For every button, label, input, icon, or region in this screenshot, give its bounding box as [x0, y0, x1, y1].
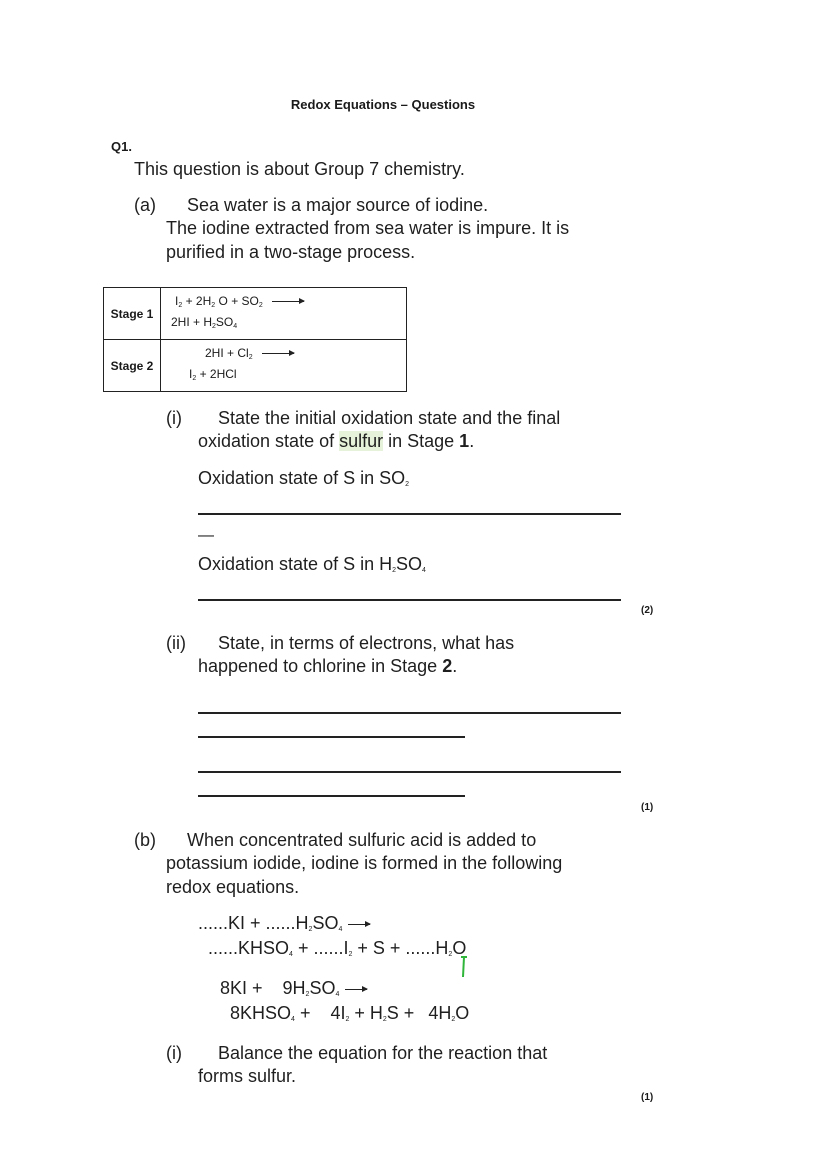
stage-1-iodine: I [175, 293, 179, 308]
subscript: 2 [305, 991, 310, 998]
page-title: Redox Equations – Questions [290, 97, 476, 112]
question-number: Q1. [111, 139, 132, 154]
part-a-ii-line2-prefix: happened to chlorine in Stage [198, 656, 443, 676]
answer-line[interactable] [198, 599, 621, 601]
answer-line[interactable] [198, 795, 465, 797]
part-a-i-line2-mid: in Stage [383, 431, 460, 451]
stage-2-row [104, 340, 407, 392]
highlighted-word: sulfur [339, 431, 384, 451]
oxidation-so2-prompt [198, 467, 409, 496]
oxidation-so2-text: Oxidation state of S in SO [198, 468, 406, 488]
part-a-i-label: (i) [166, 408, 182, 428]
answer-line[interactable] [198, 712, 621, 714]
stage-1-sulfate: SO [215, 314, 234, 329]
subscript: 2 [211, 301, 216, 309]
period: . [469, 431, 475, 451]
stage-1-row [104, 288, 407, 340]
stage-2-hcl: + 2HCl [196, 366, 237, 381]
answer-line[interactable] [198, 771, 621, 773]
reaction-arrow [348, 924, 370, 925]
eq2-reactants-a: 8KI + [220, 978, 263, 998]
subscript: 2 [308, 926, 313, 933]
part-a-ii-label: (ii) [166, 633, 186, 653]
part-a-ii-line2 [198, 655, 457, 678]
question-intro: This question is about Group 7 chemistry. [134, 159, 465, 179]
subscript: 4 [338, 926, 343, 933]
part-b-line3: redox equations. [166, 877, 300, 897]
answer-line[interactable] [198, 513, 621, 515]
stages-table [103, 287, 407, 392]
equation-2-products [230, 1002, 469, 1031]
dash-mark: — [198, 527, 214, 544]
eq1-products-a: ......KHSO [208, 938, 290, 958]
stage-2-reactants: 2HI + Cl [205, 345, 249, 360]
subscript: 2 [405, 481, 410, 488]
subscript: 2 [192, 374, 197, 382]
eq2-products-g: O [455, 1003, 470, 1023]
part-a-i-line1: State the initial oxidation state and the final [218, 408, 561, 428]
reaction-arrow [262, 353, 294, 354]
subscript: 2 [345, 1016, 350, 1023]
part-a-line1: Sea water is a major source of iodine. [187, 195, 489, 215]
text-cursor-icon [460, 955, 468, 979]
part-a-i-line2-prefix: oxidation state of [198, 431, 340, 451]
eq2-reactants-c: SO [309, 978, 336, 998]
part-b-label: (b) [134, 830, 156, 850]
stage-2-equation [161, 340, 407, 392]
part-b-i-line2: forms sulfur. [198, 1066, 297, 1086]
subscript: 4 [233, 322, 238, 330]
subscript: 2 [348, 951, 353, 958]
eq1-products-b: + ......I [292, 938, 349, 958]
part-a-line3: purified in a two-stage process. [166, 242, 416, 262]
part-b-line1: When concentrated sulfuric acid is added to [187, 830, 537, 850]
stage-2-label: Stage 2 [104, 340, 161, 392]
marks-label: (1) [641, 802, 654, 813]
stage-2-iodine: I [189, 366, 193, 381]
stage-1-label: Stage 1 [104, 288, 161, 340]
subscript: 2 [248, 353, 253, 361]
marks-label: (1) [641, 1092, 654, 1103]
eq2-products-f: 4H [428, 1003, 452, 1023]
subscript: 2 [392, 567, 397, 574]
eq1-products-c: + S + ......H [352, 938, 449, 958]
eq1-reactants-a: ......KI + ......H [198, 913, 309, 933]
eq2-products-b: + [294, 1003, 311, 1023]
subscript: 4 [422, 567, 426, 574]
stage-number: 2 [442, 656, 453, 676]
stage-number: 1 [459, 431, 470, 451]
part-b-i-label: (i) [166, 1043, 182, 1063]
subscript: 2 [382, 1016, 387, 1023]
eq2-products-a: 8KHSO [230, 1003, 292, 1023]
subscript: 2 [448, 951, 453, 958]
eq1-products-d: O [452, 938, 467, 958]
part-a-ii-line1: State, in terms of electrons, what has [218, 633, 515, 653]
oxidation-h2so4-prompt [198, 553, 426, 582]
part-a-label: (a) [134, 195, 156, 215]
subscript: 4 [289, 951, 293, 958]
subscript: 2 [178, 301, 183, 309]
period: . [452, 656, 458, 676]
subscript: 4 [335, 991, 340, 998]
eq2-products-c: 4I [330, 1003, 346, 1023]
eq1-reactants-b: SO [312, 913, 339, 933]
part-b-i-line1: Balance the equation for the reaction that [218, 1043, 548, 1063]
reaction-arrow [345, 989, 367, 990]
subscript: 2 [258, 301, 263, 309]
stage-1-products: 2HI + H [171, 314, 213, 329]
oxidation-h2so4-so: SO [396, 554, 423, 574]
subscript: 2 [212, 322, 216, 330]
subscript: 4 [291, 1016, 295, 1023]
part-a-i-line2 [198, 430, 474, 453]
equation-1-products [208, 937, 466, 966]
subscript: 2 [451, 1016, 456, 1023]
reaction-arrow [272, 301, 304, 302]
eq2-products-d: + H [349, 1003, 383, 1023]
part-b-line2: potassium iodide, iodine is formed in the following [166, 853, 563, 873]
stage-1-equation [161, 288, 407, 340]
eq2-reactants-b: 9H [282, 978, 306, 998]
part-a-line2: The iodine extracted from sea water is impure. It is [166, 218, 570, 238]
stage-1-water: + 2H [185, 293, 212, 308]
answer-line[interactable] [198, 736, 465, 738]
oxidation-h2so4-text: Oxidation state of S in H [198, 554, 393, 574]
marks-label: (2) [641, 605, 654, 616]
stage-1-so2: O + SO [218, 293, 259, 308]
eq2-products-e: S + [386, 1003, 415, 1023]
